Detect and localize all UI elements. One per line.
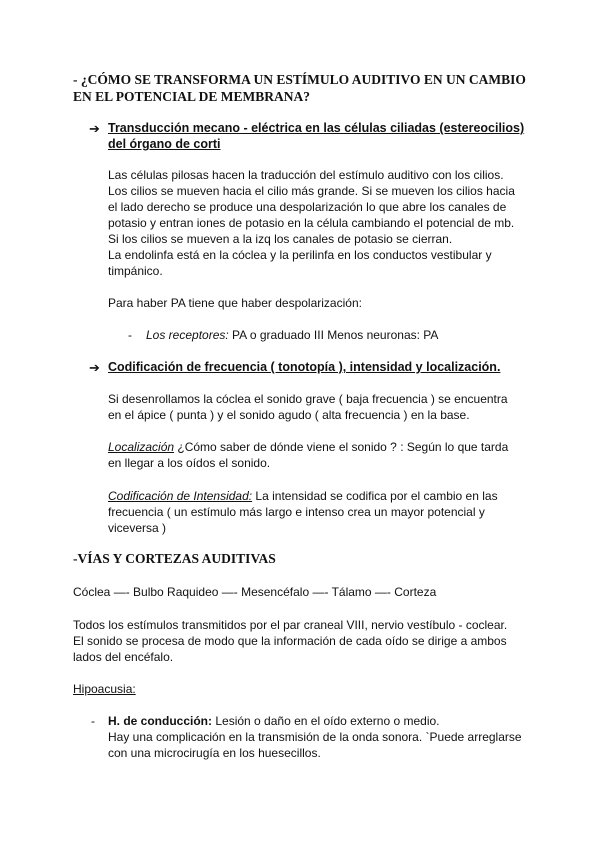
paragraph-line: Hay una complicación en la transmisión de la onda sonora. `Puede arreglarse: [108, 730, 522, 744]
arrow-bullet-icon: ➔: [89, 360, 100, 375]
paragraph-line: en llegar a los oídos el sonido.: [108, 456, 271, 470]
paragraph-line: Si los cilios se mueven a la izq los canales de potasio se cierran.: [108, 232, 453, 246]
paragraph-line: Si desenrollamos la cóclea el sonido grave ( baja frecuencia ) se encuentra: [108, 392, 508, 406]
receptors-text: PA o graduado III Menos neuronas: PA: [228, 328, 439, 342]
section-title-transduccion: [108, 120, 524, 152]
section-title-line-2: del órgano de corti: [108, 137, 221, 151]
intensity-label: Codificación de Intensidad:: [108, 489, 253, 503]
vias-heading: -VÍAS Y CORTEZAS AUDITIVAS: [73, 551, 276, 566]
paragraph-line: La endolinfa está en la cóclea y la perilinfa en los conductos vestibular y: [108, 248, 492, 262]
section-title-codificacion: Codificación de frecuencia ( tonotopía ), intensidad y localización.: [108, 360, 501, 374]
conduction-text: Lesión o daño en el oído externo o medio.: [212, 714, 440, 728]
conduction-item: [108, 713, 522, 761]
paragraph-line: Las células pilosas hacen la traducción del estímulo auditivo con los cilios.: [108, 168, 504, 182]
paragraph-line: Los cilios se mueven hacia el cilio más grande. Si se mueven los cilios hacia: [108, 184, 515, 198]
paragraph-line: con una microcirugía en los huesecillos.: [108, 746, 321, 760]
paragraph-line: [108, 439, 508, 455]
section-title-line-1: Transducción mecano - eléctrica en las células ciliadas (estereocilios): [108, 121, 525, 135]
paragraph-line: frecuencia ( un estímulo más largo e intenso crea un mayor potencial y: [108, 505, 485, 519]
paragraph-line: [108, 488, 498, 504]
pa-sentence: Para haber PA tiene que haber despolarización:: [108, 296, 362, 310]
receptors-item: [146, 327, 438, 343]
paragraph-line: el lado derecho se produce una despolarización lo que abre los canales de: [108, 200, 507, 214]
paragraph-line: viceversa ): [108, 521, 167, 535]
list-dash: -: [91, 714, 95, 728]
paragraph-line: El sonido se procesa de modo que la información de cada oído se dirige a ambos: [73, 634, 507, 648]
localization-paragraph: [108, 439, 508, 471]
frequency-paragraph: [108, 391, 508, 423]
hipoacusia-label: Hipoacusia:: [73, 682, 136, 696]
main-heading: [73, 71, 526, 105]
transduccion-paragraph: [108, 167, 515, 279]
stimuli-paragraph: [73, 617, 507, 665]
main-heading-line-2: EN EL POTENCIAL DE MEMBRANA?: [73, 89, 311, 104]
paragraph-line: timpánico.: [108, 264, 163, 278]
list-dash: -: [128, 328, 132, 342]
paragraph-line: lados del encéfalo.: [73, 650, 174, 664]
conduction-label: H. de conducción:: [108, 714, 213, 728]
paragraph-line: Todos los estímulos transmitidos por el par craneal VIII, nervio vestíbulo - coclear.: [73, 618, 508, 632]
intensity-paragraph: [108, 488, 498, 536]
localization-text: ¿Cómo saber de dónde viene el sonido ? : Según lo que tarda: [174, 440, 509, 454]
receptors-label: Los receptores:: [146, 328, 229, 342]
localization-label: Localización: [108, 440, 175, 454]
paragraph-line: potasio y entran iones de potasio en la célula cambiando el potencial de mb.: [108, 216, 515, 230]
main-heading-line-1: - ¿CÓMO SE TRANSFORMA UN ESTÍMULO AUDITIVO EN UN CAMBIO: [73, 72, 526, 87]
pathway-line: Cóclea —- Bulbo Raquideo —- Mesencéfalo —- Tálamo —- Corteza: [73, 585, 437, 599]
paragraph-line: [108, 713, 522, 729]
paragraph-line: en el ápice ( punta ) y el sonido agudo ( alta frecuencia ) en la base.: [108, 408, 470, 422]
intensity-text: La intensidad se codifica por el cambio en las: [252, 489, 498, 503]
arrow-bullet-icon: ➔: [89, 121, 100, 136]
